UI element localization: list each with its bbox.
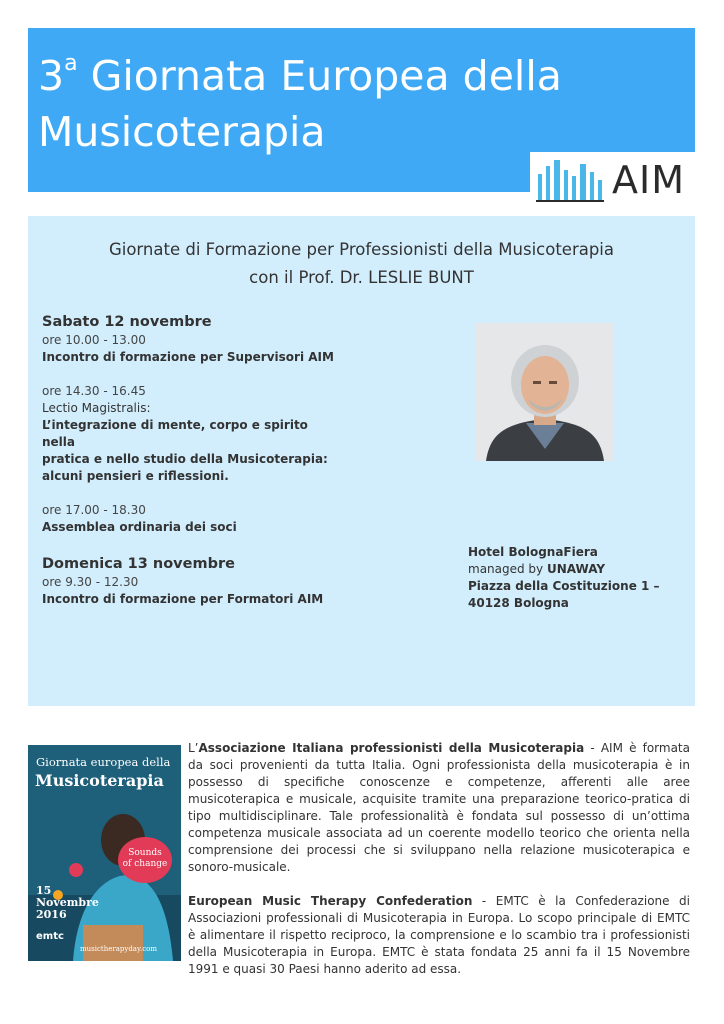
saturday-session1-time: ore 10.00 - 13.00 [42, 333, 146, 347]
description-text [188, 740, 690, 995]
panel-heading [28, 236, 695, 292]
saturday-schedule [42, 312, 342, 536]
venue-manager: UNAWAY [546, 562, 606, 576]
portrait-photo-icon [476, 323, 614, 461]
poster-badge-line1: Sounds [128, 848, 162, 858]
panel-heading-line1: Giornate di Formazione per Professionisti della Musicoterapia [108, 240, 615, 259]
sunday-title: Domenica 13 novembre [42, 556, 235, 572]
title-text: Giornata Europea della Musicoterapia [38, 52, 562, 156]
aim-paragraph [188, 740, 690, 876]
panel-heading-line2: con il Prof. Dr. LESLIE BUNT [249, 268, 474, 287]
saturday-session3-title: Assemblea ordinaria dei soci [42, 520, 237, 534]
poster-badge-line2: of change [122, 859, 168, 869]
saturday-session3-time: ore 17.00 - 18.30 [42, 503, 146, 517]
saturday-session2-title-line2: pratica e nello studio della Musicoterapia: [42, 452, 328, 466]
training-panel [28, 216, 695, 706]
title-number: 3 [38, 52, 65, 100]
venue-managed-prefix: managed by [468, 562, 547, 576]
poster-org: emtc [36, 931, 64, 942]
venue-managed [468, 561, 668, 578]
poster-line1: Giornata europea della [36, 755, 171, 769]
sound-bars-icon [536, 156, 604, 204]
saturday-session2-time: ore 14.30 - 16.45 [42, 384, 146, 398]
emtc-org-name: European Music Therapy Confederation [188, 894, 473, 908]
aim-text: - AIM è formata da soci provenienti da tutta Italia. Ogni professionista della musicoterapia è in possesso di specifiche conoscenze e competenze, afferenti alle aree musicoterapica e musicale, acquisite tramite una preparazione teorico-pratica di tipo multidisciplinare. Tale professionalità è fondata sul possesso di un’ottima competenza musicale associata ad un coerente modello teorico che orienta nella comprensione dei processi che si sviluppano nella relazione musicoterapica e sonoro-musicale. [188, 741, 690, 874]
music-therapy-day-poster [28, 745, 181, 961]
aim-logo [530, 152, 695, 207]
saturday-session2-title-line1: L’integrazione di mente, corpo e spirito nella [42, 418, 308, 449]
venue-address-line1: Piazza della Costituzione 1 – [468, 579, 660, 593]
venue-info [468, 544, 668, 612]
sunday-schedule [42, 554, 342, 608]
venue-hotel: Hotel BolognaFiera [468, 545, 598, 559]
venue-address-line2: 40128 Bologna [468, 596, 569, 610]
aim-org-name: Associazione Italiana professionisti della Musicoterapia [198, 741, 585, 755]
title-superscript: a [64, 51, 78, 76]
poster-badge [118, 837, 172, 883]
aim-prefix: L’ [188, 741, 199, 755]
sunday-session1-time: ore 9.30 - 12.30 [42, 575, 139, 589]
poster-date-year: 2016 [36, 908, 67, 921]
saturday-session1-title: Incontro di formazione per Supervisori AIM [42, 350, 334, 364]
poster-line2: Musicoterapia [35, 771, 164, 790]
poster-date-month: Novembre [36, 896, 99, 909]
sunday-session1-title: Incontro di formazione per Formatori AIM [42, 592, 324, 606]
poster-date-day: 15 [36, 884, 52, 897]
poster-date [36, 885, 99, 921]
emtc-paragraph [188, 893, 690, 978]
aim-logo-text: AIM [612, 158, 685, 202]
saturday-session2-title-line3: alcuni pensieri e riflessioni. [42, 469, 229, 483]
saturday-session2-label: Lectio Magistralis: [42, 401, 151, 415]
saturday-title: Sabato 12 novembre [42, 314, 212, 330]
emtc-text: - EMTC è la Confederazione di Associazioni professionali di Musicoterapia in Europa. Lo scopo principale di EMTC è alimentare il rispetto reciproco, la comprensione e lo scambio tra i professionisti della Musicoterapia in Europa. EMTC è stata fondata 25 anni fa il 15 Novembre 1991 e quasi 30 Paesi hanno aderito ad essa. [188, 894, 690, 976]
poster-url: musictherapyday.com [80, 945, 157, 953]
page-title [38, 36, 678, 160]
